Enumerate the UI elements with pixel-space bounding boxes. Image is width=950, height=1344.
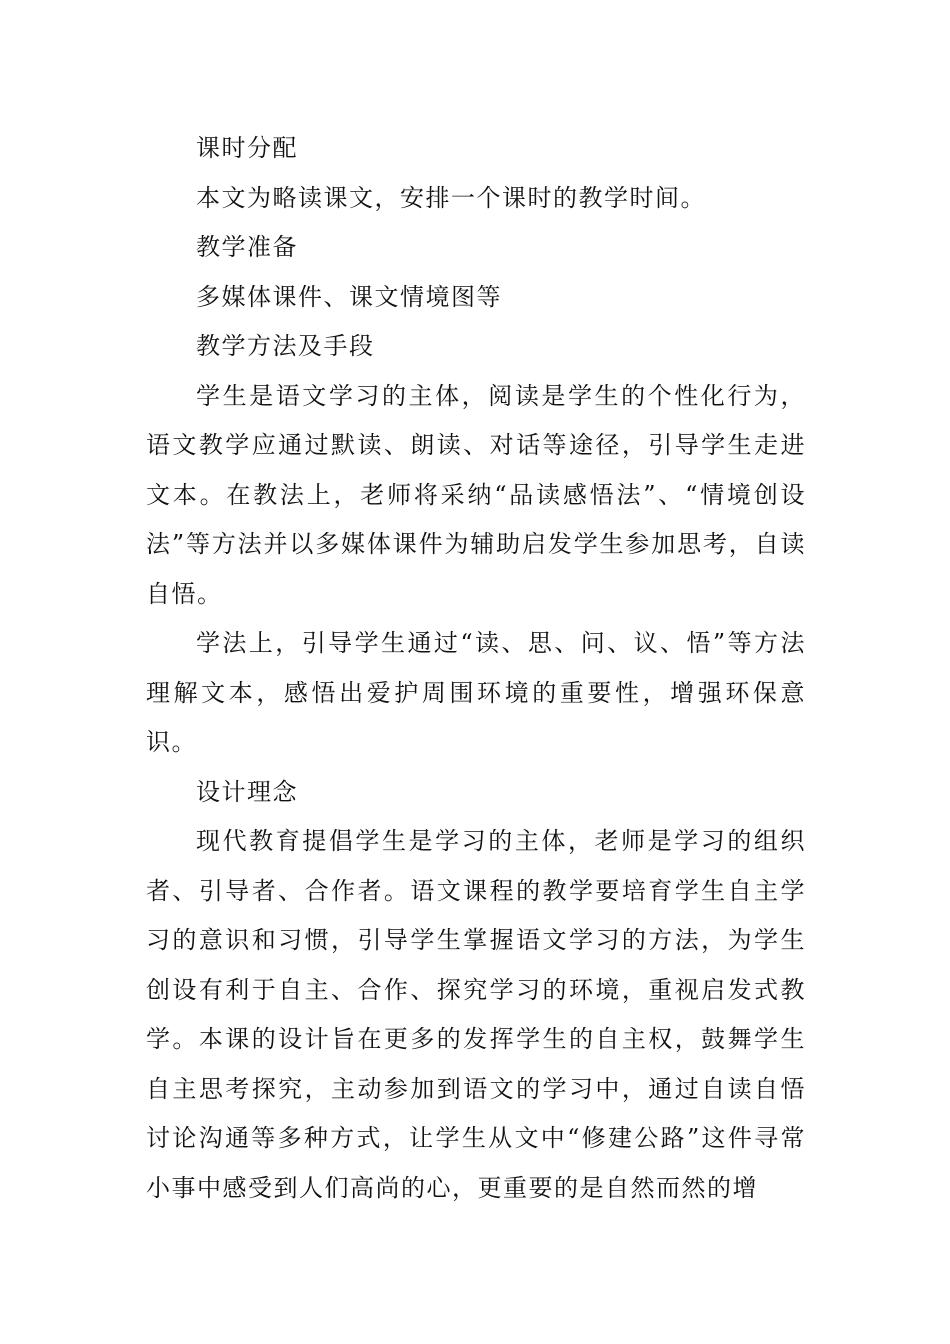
paragraph-schedule: 本文为略读课文，安排一个课时的教学时间。 — [196, 183, 706, 212]
document-page — [146, 124, 806, 1213]
heading-methods: 教学方法及手段 — [196, 332, 375, 360]
paragraph-concept: 现代教育提倡学生是学习的主体，老师是学习的组织者、引导者、合作者。语文课程的教学要培育学生自主学习的意识和习惯，引导学生掌握语文学习的方法，为学生创设有利于自主、合作、探究学习的环境，重视启发式教学。本课的设计旨在更多的发挥学生的自主权，鼓舞学生自主思考探究，主动参加到语文的学习中，通过自读自悟讨论沟通等多种方式，让学生从文中“修建公路”这件寻常小事中感受到人们高尚的心，更重要的是自然而然的增 — [146, 827, 806, 1202]
paragraph-methods-1: 学生是语文学习的主体，阅读是学生的个性化行为，语文教学应通过默读、朗读、对话等途径，引导学生走进文本。在教法上，老师将采纳“品读感悟法”、“情境创设法”等方法并以多媒体课件为辅助启发学生参加思考，自读自悟。 — [146, 381, 806, 608]
heading-schedule: 课时分配 — [196, 134, 298, 162]
paragraph-methods-2: 学法上，引导学生通过“读、思、问、议、悟”等方法理解文本，感悟出爱护周围环境的重要性，增强环保意识。 — [146, 629, 806, 756]
heading-preparation: 教学准备 — [196, 233, 298, 261]
paragraph-preparation: 多媒体课件、课文情境图等 — [196, 282, 502, 311]
heading-concept: 设计理念 — [196, 777, 298, 806]
